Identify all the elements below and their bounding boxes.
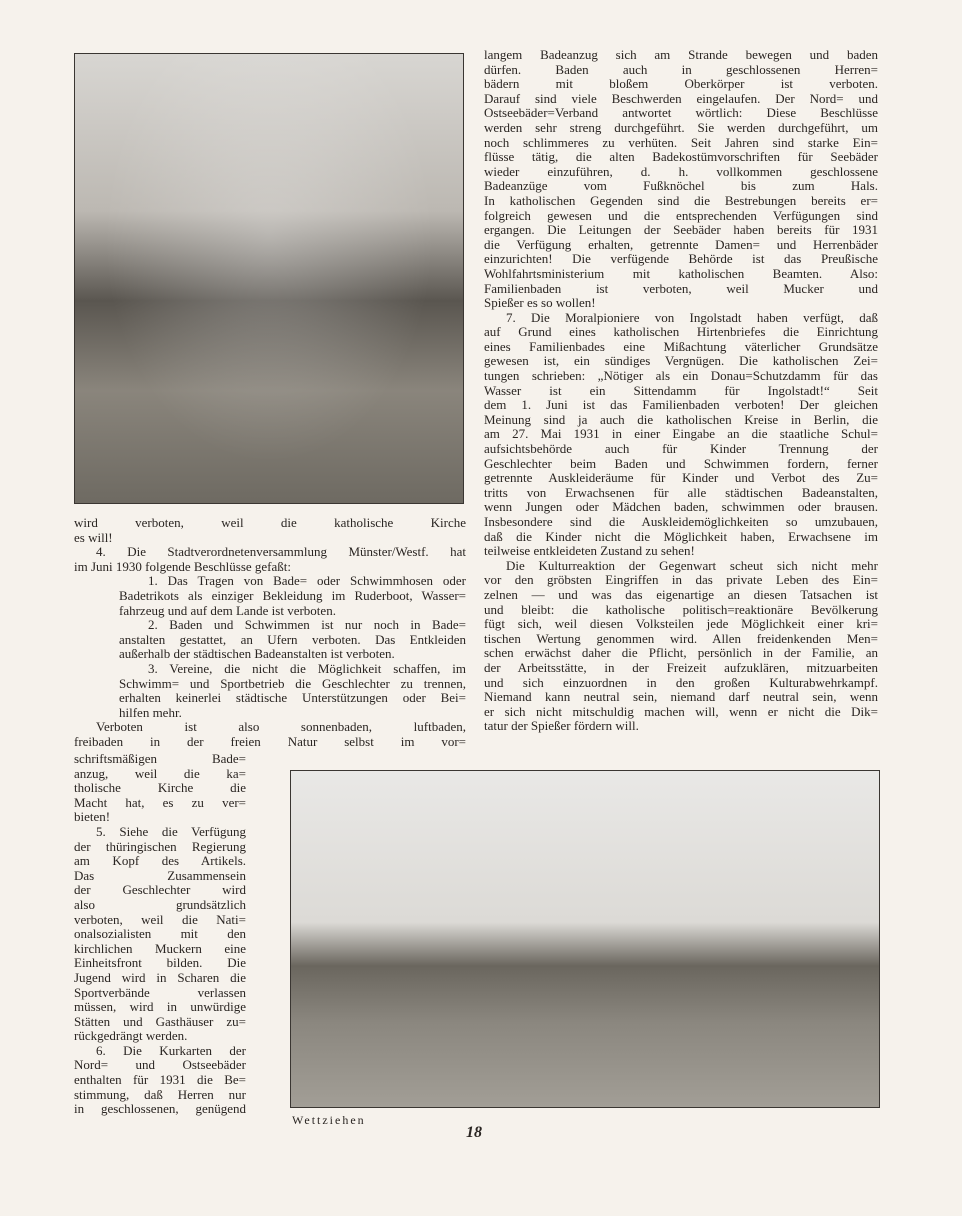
text-line: eines Familienbades eine Mißachtung väterlicher Grundsätze bbox=[484, 339, 878, 354]
text-line: tritts von Erwachsenen für alle städtischen Badeanstalten, bbox=[484, 485, 878, 500]
text-line: er sich nicht mitschuldig machen will, wenn er nicht die Dik= bbox=[484, 704, 878, 719]
text-line: tischen Wertung genommen wird. Allen freidenkenden Men= bbox=[484, 631, 878, 646]
text-line: anstalten gestattet, an Ufern verboten. Das Entkleiden bbox=[119, 632, 466, 647]
paragraph bbox=[74, 752, 246, 825]
text-line: Nord= und Ostseebäder bbox=[74, 1058, 246, 1073]
text-line: 6. Die Kurkarten der bbox=[96, 1043, 246, 1058]
paragraph bbox=[74, 720, 466, 749]
text-line: folgreich gewesen und die entsprechenden Verfügungen sind bbox=[484, 208, 878, 223]
page-number: 18 bbox=[466, 1124, 482, 1141]
text-line: anzug, weil die ka= bbox=[74, 766, 246, 781]
paragraph bbox=[484, 559, 878, 734]
text-line: bieten! bbox=[74, 810, 111, 825]
text-line: tholische Kirche die bbox=[74, 781, 246, 796]
text-line: langem Badeanzug sich am Strande bewegen und baden bbox=[484, 48, 878, 62]
text-line: im Juni 1930 folgende Beschlüsse gefaßt: bbox=[74, 559, 291, 574]
text-line: noch schlimmeres zu verhüten. Seit Jahren sind starke Ein= bbox=[484, 135, 878, 150]
text-line: der Geschlechter wird bbox=[74, 883, 246, 898]
text-line: wieder einzuführen, d. h. vollkommen geschlossene bbox=[484, 164, 878, 179]
text-line: einzurichten! Die verfügende Behörde ist das Preußische bbox=[484, 252, 878, 267]
left-column-text bbox=[74, 516, 466, 750]
text-line: Wohlfahrtsministerium mit katholischen Beamten. Also: bbox=[484, 266, 878, 281]
text-line: Die Kulturreaktion der Gegenwart scheut sich nicht mehr bbox=[506, 558, 878, 573]
paragraph bbox=[74, 825, 246, 1044]
text-line: vor den gröbsten Eingriffen in das private Leben des Ein= bbox=[484, 573, 878, 588]
text-line: freibaden in der freien Natur selbst im vor= bbox=[74, 734, 466, 749]
text-line: Ostseebäder=Verband antwortet wörtlich: Diese Beschlüsse bbox=[484, 106, 878, 121]
right-column-text bbox=[484, 48, 878, 734]
photo-wettziehen bbox=[290, 770, 880, 1108]
text-line: und sich einzuordnen in den großen Kulturabwehrkampf. bbox=[484, 675, 878, 690]
text-line: wenn Jungen oder Mädchen baden, schwimmen oder brausen. bbox=[484, 500, 878, 515]
text-line: tatur der Spießer fördern will. bbox=[484, 719, 639, 734]
text-line: Geschlechter beim Baden und Schwimmen fordern, ferner bbox=[484, 456, 878, 471]
text-line: Das Zusammensein bbox=[74, 868, 246, 883]
text-line: Stätten und Gasthäuser zu= bbox=[74, 1014, 246, 1029]
text-line: 3. Vereine, die nicht die Möglichkeit schaffen, im bbox=[148, 661, 466, 676]
photo-caption: Wettziehen bbox=[292, 1113, 366, 1127]
text-line: hilfen mehr. bbox=[119, 705, 182, 720]
text-line: außerhalb der städtischen Badeanstalten ist verboten. bbox=[119, 647, 395, 662]
paragraph bbox=[484, 311, 878, 559]
text-line: schriftsmäßigen Bade= bbox=[74, 752, 246, 766]
text-line: also grundsätzlich bbox=[74, 897, 246, 912]
text-line: Jugend wird in Scharen die bbox=[74, 970, 246, 985]
text-line: Macht hat, es zu ver= bbox=[74, 795, 246, 810]
text-line: Darauf sind viele Beschwerden eingelaufen. Der Nord= und bbox=[484, 91, 878, 106]
text-line: teilweise entkleideten Zustand zu sehen! bbox=[484, 544, 695, 559]
text-line: erhalten keinerlei städtische Unterstützungen oder Bei= bbox=[119, 691, 466, 706]
text-line: fügt sich, weil diesen Volksteilen jede Möglichkeit einer kri= bbox=[484, 617, 878, 632]
paragraph bbox=[74, 545, 466, 574]
text-line: Verboten ist also sonnenbaden, luftbaden, bbox=[96, 720, 466, 735]
text-line: Familienbaden ist verboten, weil Mucker und bbox=[484, 281, 878, 296]
text-line: Spießer es so wollen! bbox=[484, 296, 596, 311]
text-line: zelnen — und was das eigenartige an diesen Tatsachen ist bbox=[484, 587, 878, 602]
text-line: daß die Kinder nicht die Möglichkeit haben, Erwachsene im bbox=[484, 529, 878, 544]
text-line: enthalten für 1931 die Be= bbox=[74, 1073, 246, 1088]
text-line: Niemand kann neutral sein, niemand darf neutral sein, wenn bbox=[484, 690, 878, 705]
text-line: 7. Die Moralpioniere von Ingolstadt haben verfügt, daß bbox=[506, 310, 878, 325]
text-line: Einheitsfront bilden. Die bbox=[74, 956, 246, 971]
text-line: in geschlossenen, genügend bbox=[74, 1102, 246, 1117]
paragraph bbox=[74, 574, 466, 618]
text-line: flüsse tätig, die alten Badekostümvorschriften für Seebäder bbox=[484, 150, 878, 165]
text-line: tungen schrieben: „Nötiger als ein Donau=Schutzdamm für das bbox=[484, 369, 878, 384]
text-line: Sportverbände verlassen bbox=[74, 985, 246, 1000]
paragraph bbox=[484, 48, 878, 311]
text-line: Badeanzüge vom Fußknöchel bis zum Hals. bbox=[484, 179, 878, 194]
text-line: fahrzeug und auf dem Lande ist verboten. bbox=[119, 603, 336, 618]
left-narrow-column-text bbox=[74, 752, 246, 1117]
text-line: 4. Die Stadtverordnetenversammlung Münster/Westf. hat bbox=[96, 545, 466, 560]
text-line: Wasser ist ein Sittendamm für Ingolstadt!“ Seit bbox=[484, 383, 878, 398]
text-line: die Verfügung erhalten, getrennte Damen= und Herrenbäder bbox=[484, 237, 878, 252]
text-line: stimmung, daß Herren nur bbox=[74, 1087, 246, 1102]
text-line: kirchlichen Muckern eine bbox=[74, 941, 246, 956]
paragraph bbox=[74, 1044, 246, 1117]
text-line: ergangen. Die Leitungen der Seebäder haben bereits für 1931 bbox=[484, 223, 878, 238]
text-line: Insbesondere sind die Auskleidemöglichkeiten so umzubauen, bbox=[484, 515, 878, 529]
paragraph bbox=[74, 662, 466, 720]
text-line: gewesen ist, ein sündiges Vergnügen. Die katholischen Zei= bbox=[484, 354, 878, 369]
text-line: auf Grund eines katholischen Hirtenbriefes die Einrichtung bbox=[484, 325, 878, 340]
text-line: rückgedrängt werden. bbox=[74, 1029, 188, 1044]
text-line: der Arbeitsstätte, in der Freizeit aufzuklären, mitzuarbeiten bbox=[484, 660, 878, 675]
text-line: dürfen. Baden auch in geschlossenen Herren= bbox=[484, 62, 878, 77]
text-line: Badetrikots als einziger Bekleidung im Ruderboot, Wasser= bbox=[119, 588, 466, 603]
text-line: 2. Baden und Schwimmen ist nur noch in Bade= bbox=[148, 618, 466, 633]
paragraph bbox=[74, 618, 466, 662]
text-line: bädern mit bloßem Oberkörper ist verboten. bbox=[484, 77, 878, 92]
text-line: wird verboten, weil die katholische Kirche bbox=[74, 516, 466, 530]
text-line: getrennte Auskleideräume für Kinder und Verbot des Zu= bbox=[484, 471, 878, 486]
text-line: dem 1. Juni ist das Familienbaden verboten! Der gleichen bbox=[484, 398, 878, 413]
text-line: es will! bbox=[74, 530, 113, 545]
text-line: und bleibt: die katholische politisch=reaktionäre Bevölkerung bbox=[484, 602, 878, 617]
text-line: der thüringischen Regierung bbox=[74, 839, 246, 854]
text-line: aufsichtsbehörde auch für Kinder Trennung der bbox=[484, 442, 878, 457]
text-line: 5. Siehe die Verfügung bbox=[96, 824, 246, 839]
text-line: müssen, wird in unwürdige bbox=[74, 1000, 246, 1015]
text-line: am Kopf des Artikels. bbox=[74, 854, 246, 869]
text-line: werden sehr streng durchgeführt. Sie werden durchgeführt, um bbox=[484, 120, 878, 135]
paragraph bbox=[74, 516, 466, 545]
text-line: verboten, weil die Nati= bbox=[74, 912, 246, 927]
text-line: schen erwächst daher die Pflicht, persönlich in der Familie, an bbox=[484, 646, 878, 661]
photo-children-playing-ball bbox=[74, 53, 464, 504]
text-line: Meinung sind ja auch die katholischen Kreise in Berlin, die bbox=[484, 412, 878, 427]
text-line: 1. Das Tragen von Bade= oder Schwimmhosen oder bbox=[148, 574, 466, 589]
text-line: In katholischen Gegenden sind die Bestrebungen bereits er= bbox=[484, 193, 878, 208]
text-line: am 27. Mai 1931 in einer Eingabe an die staatliche Schul= bbox=[484, 427, 878, 442]
text-line: onalsozialisten mit den bbox=[74, 927, 246, 942]
text-line: Schwimm= und Sportbetrieb die Geschlechter zu trennen, bbox=[119, 676, 466, 691]
